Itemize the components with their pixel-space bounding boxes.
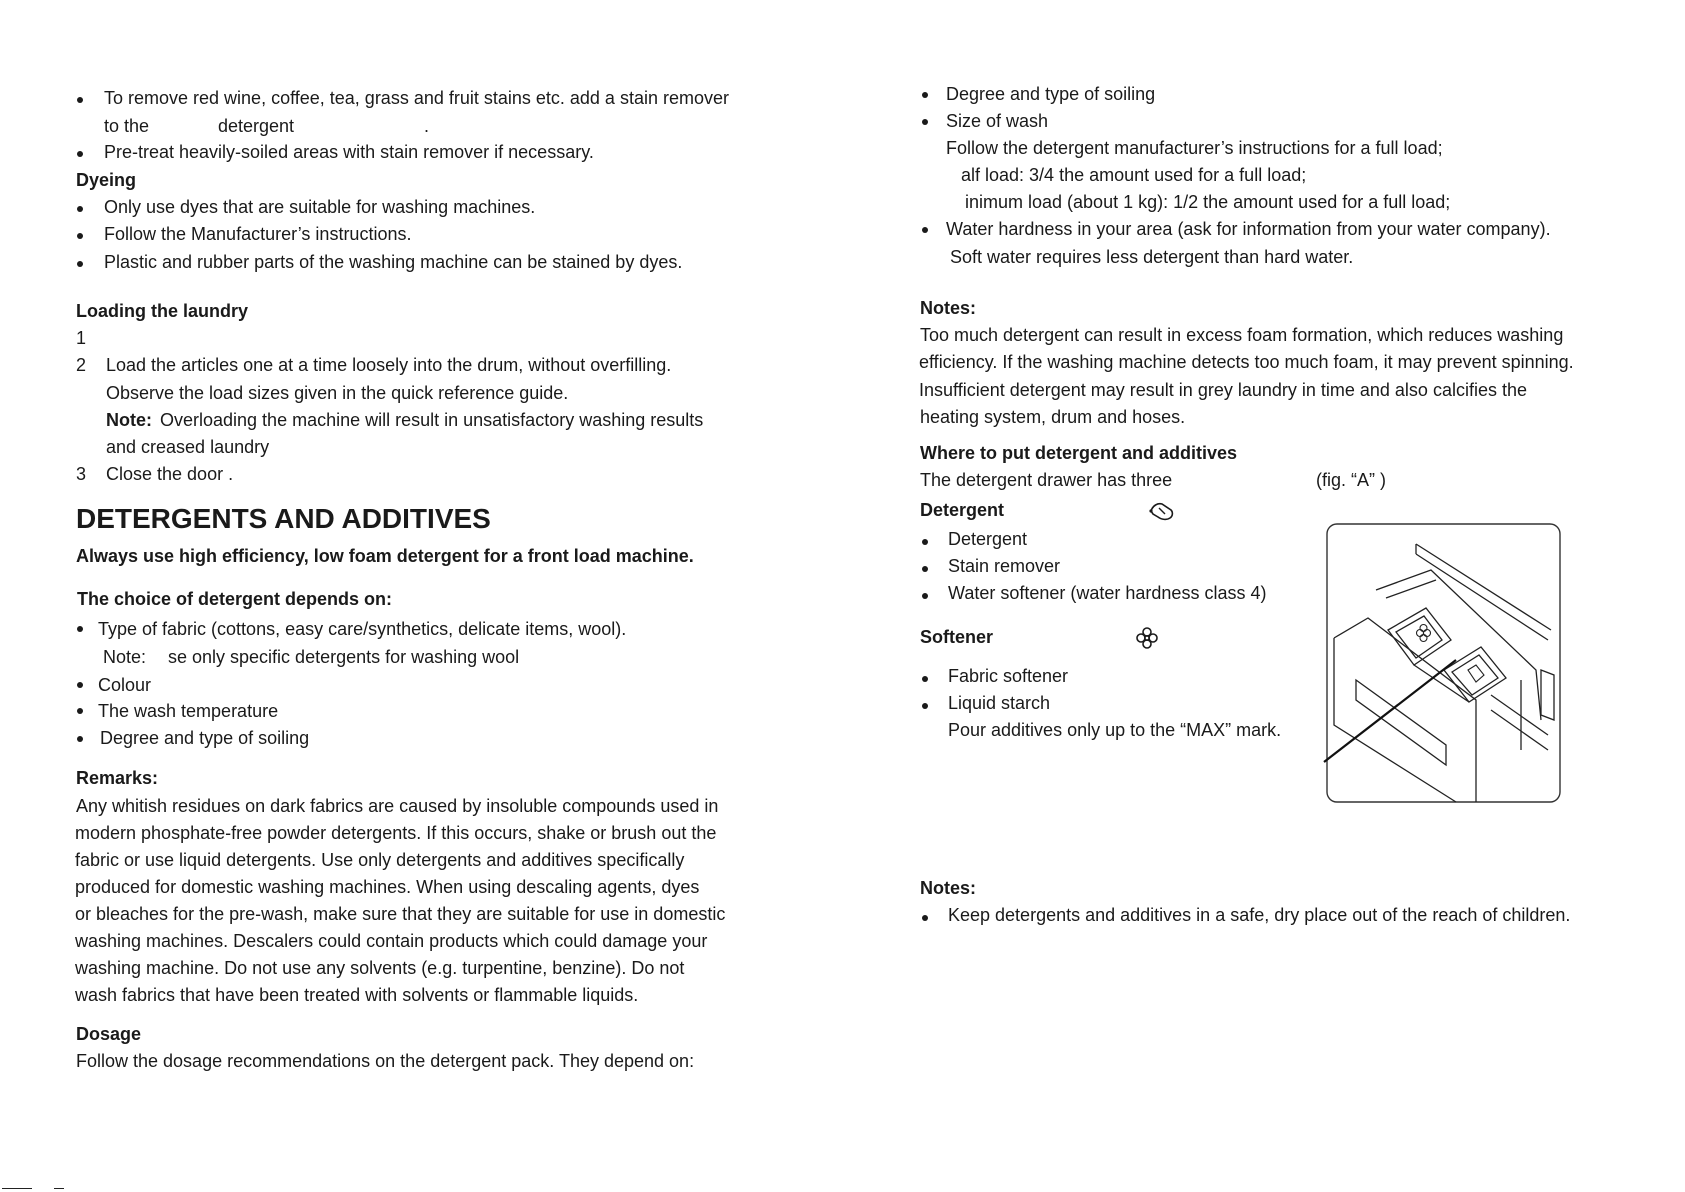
bullet (922, 539, 928, 545)
step-2-text: Load the articles one at a time loosely into the drum, without overfilling. (106, 355, 672, 375)
remarks-line: washing machine. Do not use any solvents (e.g. turpentine, benzine). Do not (75, 958, 685, 978)
stain-tip-line2c: . (424, 116, 430, 136)
note-text: and creased laundry (106, 437, 270, 457)
step-number: 1 (76, 328, 87, 348)
detergent-item: Stain remover (948, 556, 1061, 576)
pretreat-tip: Pre-treat heavily-soiled areas with stain remover if necessary. (104, 142, 594, 162)
dosage-item: Degree and type of soiling (946, 84, 1156, 104)
bullet (77, 626, 83, 632)
choice-note-label: Note: (103, 647, 147, 667)
bullet (922, 593, 928, 599)
where-text: The detergent drawer has three (920, 470, 1173, 490)
bullet (77, 151, 83, 157)
choice-heading: The choice of detergent depends on: (77, 589, 393, 609)
bullet (77, 97, 83, 103)
remarks-line: Any whitish residues on dark fabrics are caused by insoluble compounds used in (76, 796, 719, 816)
bullet (922, 703, 928, 709)
section-subtitle: Always use high efficiency, low foam detergent for a front load machine. (76, 546, 694, 566)
note-text: Overloading the machine will result in unsatisfactory washing results (160, 410, 704, 430)
bullet (922, 92, 928, 98)
stain-tip-line2b: detergent (218, 116, 295, 136)
remarks-line: or bleaches for the pre-wash, make sure that they are suitable for use in domestic (75, 904, 726, 924)
remarks-line: wash fabrics that have been treated with solvents or flammable liquids. (75, 985, 639, 1005)
choice-item: The wash temperature (98, 701, 279, 721)
choice-item: Colour (98, 675, 152, 695)
detergent-heading: Detergent (920, 500, 1005, 520)
dosage-item: Water hardness in your area (ask for information from your water company). (946, 219, 1551, 239)
detergent-item: Water softener (water hardness class 4) (948, 583, 1267, 603)
remarks-line: modern phosphate-free powder detergents. If this occurs, shake or brush out the (75, 823, 717, 843)
step-3-text: Close the door . (106, 464, 234, 484)
remarks-line: fabric or use liquid detergents. Use only detergents and additives specifically (75, 850, 685, 870)
dosage-detail: inimum load (about 1 kg): 1/2 the amount used for a full load; (965, 192, 1451, 212)
dosage-item: Size of wash (946, 111, 1049, 131)
notes-heading: Notes: (920, 298, 977, 318)
remarks-line: washing machines. Descalers could contain products which could damage your (75, 931, 708, 951)
remarks-line: produced for domestic washing machines. When using descaling agents, dyes (75, 877, 700, 897)
dosage-text: Follow the dosage recommendations on the detergent pack. They depend on: (76, 1051, 695, 1071)
choice-item: Degree and type of soiling (100, 728, 310, 748)
section-title: DETERGENTS AND ADDITIVES (76, 503, 491, 534)
choice-item: Type of fabric (cottons, easy care/synthetics, delicate items, wool). (98, 619, 627, 639)
dyeing-item: Plastic and rubber parts of the washing machine can be stained by dyes. (104, 252, 683, 272)
dosage-detail: alf load: 3/4 the amount used for a full load; (961, 165, 1307, 185)
stain-tip-line2a: to the (104, 116, 150, 136)
dosage-detail: Follow the detergent manufacturer’s instructions for a full load; (946, 138, 1443, 158)
notes-heading: Notes: (920, 878, 977, 898)
bullet (77, 682, 83, 688)
page-edge-mark (2, 1188, 32, 1189)
dyeing-heading: Dyeing (76, 170, 137, 190)
bullet (922, 227, 928, 233)
notes-line: Too much detergent can result in excess foam formation, which reduces washing (920, 325, 1564, 345)
bullet (77, 206, 83, 212)
softener-heading: Softener (920, 627, 994, 647)
dyeing-item: Follow the Manufacturer’s instructions. (104, 224, 412, 244)
bullet (922, 119, 928, 125)
where-heading: Where to put detergent and additives (920, 443, 1238, 463)
notes-item: Keep detergents and additives in a safe, dry place out of the reach of children. (948, 905, 1571, 925)
dyeing-item: Only use dyes that are suitable for washing machines. (104, 197, 536, 217)
bullet (922, 915, 928, 921)
step-number: 2 (76, 355, 87, 375)
bullet (922, 676, 928, 682)
bullet (77, 233, 83, 239)
dosage-heading: Dosage (76, 1024, 142, 1044)
stain-tip-line1: To remove red wine, coffee, tea, grass and fruit stains etc. add a stain remover (104, 88, 729, 108)
remarks-heading: Remarks: (76, 768, 159, 788)
choice-note-text: se only specific detergents for washing wool (168, 647, 520, 667)
bullet (77, 708, 83, 714)
softener-item: Liquid starch (948, 693, 1051, 713)
step-number: 3 (76, 464, 87, 484)
page-edge-mark (54, 1188, 64, 1189)
flower-softener-icon (1135, 626, 1159, 650)
softener-pour-note: Pour additives only up to the “MAX” mark. (948, 720, 1282, 740)
notes-line: heating system, drum and hoses. (920, 407, 1186, 427)
note-label: Note: (106, 410, 152, 430)
notes-line: efficiency. If the washing machine detects too much foam, it may prevent spinning. (919, 352, 1574, 372)
figure-reference: (fig. “A” ) (1316, 470, 1386, 490)
detergent-item: Detergent (948, 529, 1028, 549)
softener-item: Fabric softener (948, 666, 1069, 686)
detergent-drawer-figure (1316, 520, 1568, 806)
notes-line: Insufficient detergent may result in grey laundry in time and also calcifies the (919, 380, 1527, 400)
detergent-compartment-icon (1147, 499, 1177, 523)
loading-heading: Loading the laundry (76, 301, 249, 321)
step-2-text: Observe the load sizes given in the quick reference guide. (106, 383, 569, 403)
bullet (77, 261, 83, 267)
dosage-detail: Soft water requires less detergent than hard water. (950, 247, 1354, 267)
bullet (77, 736, 83, 742)
bullet (922, 566, 928, 572)
